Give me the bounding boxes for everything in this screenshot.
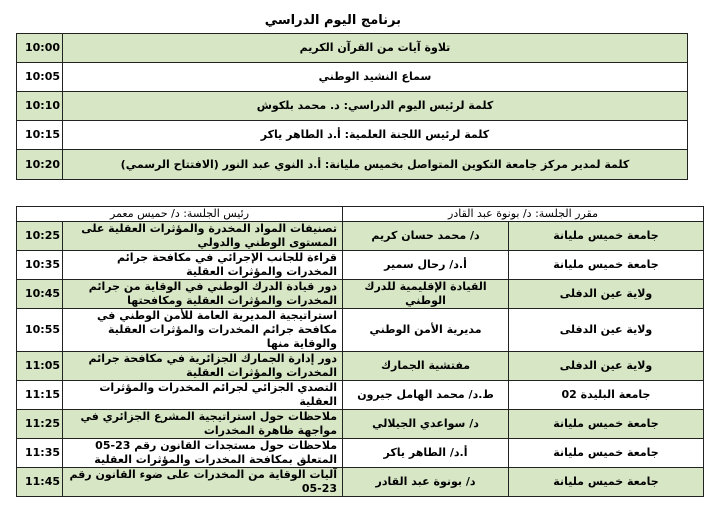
time-cell: 11:15 bbox=[17, 381, 63, 410]
time-cell: 11:25 bbox=[17, 410, 63, 439]
activity-cell: كلمة لرئيس اليوم الدراسي: د. محمد بلكوش bbox=[63, 92, 688, 121]
institution-cell: جامعة خميس مليانة bbox=[509, 410, 704, 439]
time-cell: 10:35 bbox=[17, 251, 63, 280]
topic-cell: دور إدارة الجمارك الجزائرية في مكافحة جرائم المخدرات والمؤثرات العقلية bbox=[63, 352, 343, 381]
session-rapporteur: مقرر الجلسة: د/ بونوة عبد القادر bbox=[343, 207, 704, 222]
session-header-row bbox=[17, 207, 704, 222]
institution-cell: جامعة البليدة 02 bbox=[509, 381, 704, 410]
speaker-cell: د/ سواعدي الجيلالي bbox=[343, 410, 509, 439]
page-title: برنامج اليوم الدراسي bbox=[264, 13, 401, 28]
time-cell: 10:55 bbox=[17, 309, 63, 352]
topic-cell: التصدي الجزائي لجرائم المخدرات والمؤثرات العقلية bbox=[63, 381, 343, 410]
activity-cell: سماع النشيد الوطني bbox=[63, 63, 688, 92]
speaker-cell: أ.د/ رحال سمير bbox=[343, 251, 509, 280]
table-row bbox=[17, 468, 704, 497]
time-cell: 10:05 bbox=[17, 63, 63, 92]
time-cell: 11:35 bbox=[17, 439, 63, 468]
activity-cell: كلمة لرئيس اللجنة العلمية: أ.د الطاهر ياكر bbox=[63, 121, 688, 150]
time-cell: 10:25 bbox=[17, 222, 63, 251]
session-chair: رئيس الجلسة: د/ حميس معمر bbox=[17, 207, 343, 222]
schedule-row bbox=[17, 150, 688, 180]
time-cell: 10:00 bbox=[17, 34, 63, 63]
table-row bbox=[17, 439, 704, 468]
table-row bbox=[17, 309, 704, 352]
schedule-row bbox=[17, 121, 688, 150]
time-cell: 10:45 bbox=[17, 280, 63, 309]
schedule-row bbox=[17, 63, 688, 92]
topic-cell: استراتيجية المديرية العامة للأمن الوطني في مكافحة جرائم المخدرات والمؤثرات العقلية والوقاية منها bbox=[63, 309, 343, 352]
table-row bbox=[17, 251, 704, 280]
table-row bbox=[17, 280, 704, 309]
topic-cell: ملاحظات حول مستجدات القانون رقم 23-05 المتعلق بمكافحة المخدرات والمؤثرات العقلية bbox=[63, 439, 343, 468]
table-row bbox=[17, 381, 704, 410]
speaker-cell: د/ محمد حسان كريم bbox=[343, 222, 509, 251]
speaker-cell: أ.د/ الطاهر ياكر bbox=[343, 439, 509, 468]
institution-cell: ولاية عين الدفلى bbox=[509, 309, 704, 352]
topic-cell: آليات الوقاية من المخدرات على ضوء القانون رقم 23-05 bbox=[63, 468, 343, 497]
time-cell: 11:05 bbox=[17, 352, 63, 381]
institution-cell: ولاية عين الدفلى bbox=[509, 280, 704, 309]
speaker-cell: القيادة الإقليمية للدرك الوطني bbox=[343, 280, 509, 309]
institution-cell: جامعة خميس مليانة bbox=[509, 251, 704, 280]
topic-cell: قراءة للجانب الإجرائي في مكافحة جرائم المخدرات والمؤثرات العقلية bbox=[63, 251, 343, 280]
schedule-row bbox=[17, 34, 688, 63]
institution-cell: جامعة خميس مليانة bbox=[509, 222, 704, 251]
table-row bbox=[17, 352, 704, 381]
time-cell: 10:15 bbox=[17, 121, 63, 150]
institution-cell: ولاية عين الدفلى bbox=[509, 352, 704, 381]
speaker-cell: ط.د/ محمد الهامل جيرون bbox=[343, 381, 509, 410]
topic-cell: ملاحظات حول استراتيجية المشرع الجزائري في مواجهة ظاهرة المخدرات bbox=[63, 410, 343, 439]
time-cell: 10:10 bbox=[17, 92, 63, 121]
table-row bbox=[17, 222, 704, 251]
speaker-cell: مفتشية الجمارك bbox=[343, 352, 509, 381]
activity-cell: كلمة لمدير مركز جامعة التكوين المتواصل بخميس مليانة: أ.د النوي عبد النور (الافتتاح الرسمي) bbox=[63, 150, 688, 180]
schedule-row bbox=[17, 92, 688, 121]
topic-cell: دور قيادة الدرك الوطني في الوقاية من جرائم المخدرات والمؤثرات العقلية ومكافحتها bbox=[63, 280, 343, 309]
topic-cell: تصنيفات المواد المخدرة والمؤثرات العقلية على المستوى الوطني والدولي bbox=[63, 222, 343, 251]
table-row bbox=[17, 410, 704, 439]
speaker-cell: مديرية الأمن الوطني bbox=[343, 309, 509, 352]
time-cell: 10:20 bbox=[17, 150, 63, 180]
opening-schedule-table bbox=[16, 33, 688, 180]
session-table bbox=[16, 206, 704, 497]
time-cell: 11:45 bbox=[17, 468, 63, 497]
institution-cell: جامعة خميس مليانة bbox=[509, 439, 704, 468]
activity-cell: تلاوة آيات من القرآن الكريم bbox=[63, 34, 688, 63]
institution-cell: جامعة خميس مليانة bbox=[509, 468, 704, 497]
speaker-cell: د/ بونوة عبد القادر bbox=[343, 468, 509, 497]
